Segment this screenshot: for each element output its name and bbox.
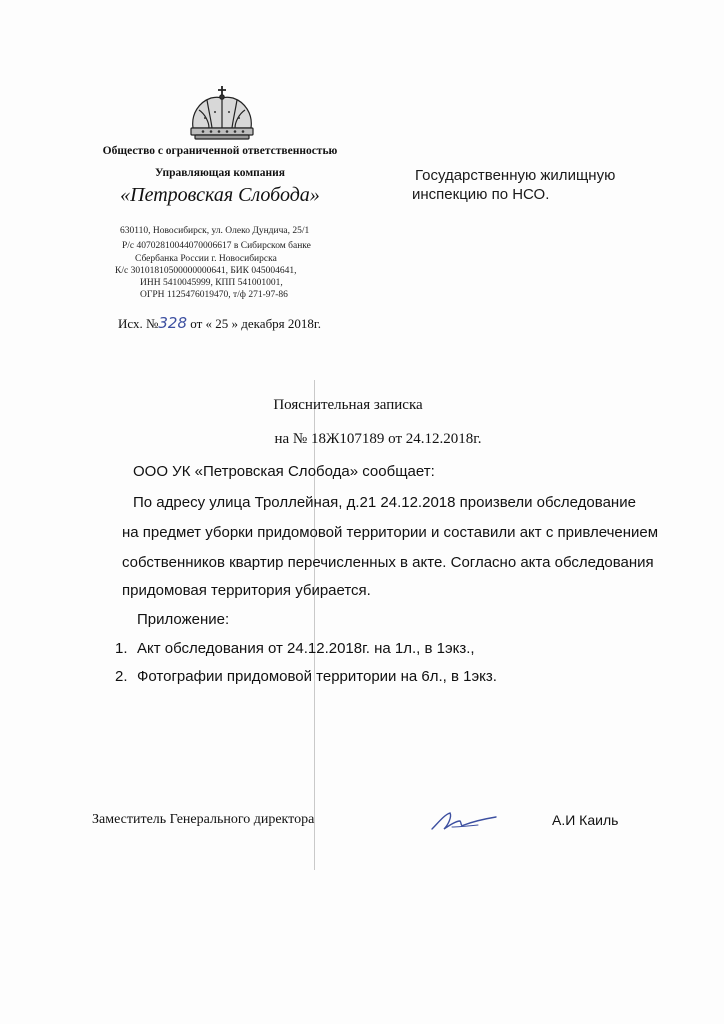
org-subtitle: Управляющая компания xyxy=(154,167,286,179)
org-address: 630110, Новосибирск, ул. Олеко Дундича, 25/1 xyxy=(120,226,310,236)
org-ogrn-line: ОГРН 1125476019470, т/ф 271-97-86 xyxy=(140,290,288,300)
fold-line xyxy=(314,380,315,870)
outgoing-reference xyxy=(118,314,321,332)
attachment-number: 2. xyxy=(115,668,128,685)
org-account-line: Р/с 40702810044070006617 в Сибирском банке xyxy=(122,241,311,251)
signatory-name: А.И Каиль xyxy=(552,812,619,828)
attachment-number: 1. xyxy=(115,640,128,657)
intro-line: ООО УК «Петровская Слобода» сообщает: xyxy=(133,463,435,480)
org-inn-line: ИНН 5410045999, КПП 541001001, xyxy=(140,278,283,288)
org-brand-name: «Петровская Слобода» xyxy=(120,184,320,206)
org-bank-line: Сбербанка России г. Новосибирска xyxy=(135,254,277,264)
paragraph-line-4: придомовая территория убирается. xyxy=(122,582,371,599)
outgoing-date: от « 25 » декабря 2018г. xyxy=(190,316,322,331)
recipient-line-2: инспекцию по НСО. xyxy=(412,186,550,203)
paragraph-line-3: собственников квартир перечисленных в акте. Согласно акта обследования xyxy=(122,554,654,571)
recipient-line-1: Государственную жилищную xyxy=(415,167,616,184)
outgoing-number: 328 xyxy=(158,314,188,332)
handwritten-signature xyxy=(428,805,500,835)
signatory-position: Заместитель Генерального директора xyxy=(92,812,315,827)
org-name: Общество с ограниченной ответственностью xyxy=(102,145,338,157)
attachments-label: Приложение: xyxy=(137,611,230,628)
document-reference: на № 18Ж107189 от 24.12.2018г. xyxy=(274,431,482,447)
attachment-item: Акт обследования от 24.12.2018г. на 1л., в 1экз., xyxy=(137,640,475,657)
paragraph-line-2: на предмет уборки придомовой территории и составили акт с привлечением xyxy=(122,524,659,541)
crown-emblem-icon xyxy=(185,84,259,144)
document-title: Пояснительная записка xyxy=(273,397,423,413)
outgoing-prefix: Исх. № xyxy=(118,316,159,331)
org-correspondent-line: К/с 30101810500000000641, БИК 045004641, xyxy=(115,266,297,276)
paragraph-line-1: По адресу улица Троллейная, д.21 24.12.2018 произвели обследование xyxy=(133,494,636,511)
attachment-item: Фотографии придомовой территории на 6л., в 1экз. xyxy=(137,668,497,685)
